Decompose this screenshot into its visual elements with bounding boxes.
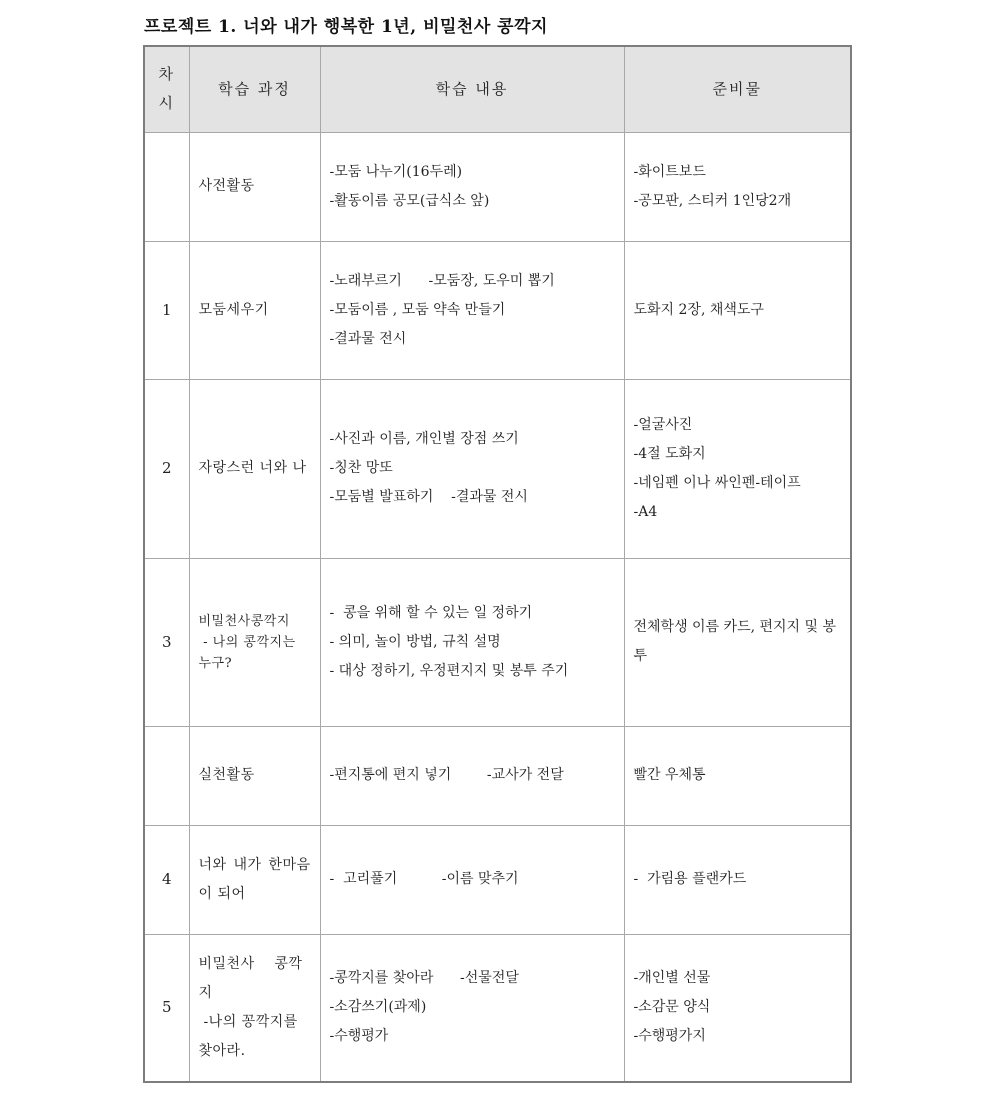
table-row bbox=[144, 934, 851, 1082]
step-line: 비밀천사 콩깍 bbox=[198, 955, 303, 972]
learning-content bbox=[320, 825, 624, 934]
content-line: -노래부르기 -모둠장, 도우미 뽑기 bbox=[329, 272, 555, 289]
table-row bbox=[144, 241, 851, 379]
header-materials: 준비물 bbox=[624, 46, 851, 132]
content-line: -수행평가 bbox=[329, 1028, 389, 1045]
learning-step: 자랑스런 너와 나 bbox=[189, 379, 320, 558]
step-line: 비밀천사콩깍지 bbox=[198, 613, 290, 629]
step-line: -나의 꽁깍지를 bbox=[198, 1013, 298, 1030]
content-line: - 의미, 놀이 방법, 규칙 설명 bbox=[329, 633, 501, 650]
table-row bbox=[144, 379, 851, 558]
material-line: -공모판, 스티커 1인당2개 bbox=[633, 192, 792, 209]
material-line: 전체학생 이름 카드, 편지지 및 봉투 bbox=[633, 619, 837, 664]
material-line: -화이트보드 bbox=[633, 163, 706, 180]
learning-step: 모둠세우기 bbox=[189, 241, 320, 379]
header-learning-step: 학습 과정 bbox=[189, 46, 320, 132]
content-line: -결과물 전시 bbox=[329, 330, 407, 347]
materials bbox=[624, 379, 851, 558]
step-line: - 나의 콩깍지는 bbox=[198, 634, 296, 650]
learning-step: 실천활동 bbox=[189, 726, 320, 825]
learning-content bbox=[320, 934, 624, 1082]
learning-content bbox=[320, 241, 624, 379]
step-line: 찾아라. bbox=[198, 1042, 246, 1059]
header-session-line1: 차 bbox=[158, 65, 175, 84]
material-line: -소감문 양식 bbox=[633, 999, 711, 1016]
content-line: -칭찬 망또 bbox=[329, 460, 393, 476]
material-line: -4절 도화지 bbox=[633, 445, 706, 462]
content-line: -소감쓰기(과제) bbox=[329, 999, 427, 1016]
session-number bbox=[144, 132, 189, 241]
step-line: 누구? bbox=[198, 655, 233, 671]
learning-content bbox=[320, 132, 624, 241]
materials bbox=[624, 726, 851, 825]
content-line: - 고리풀기 -이름 맞추기 bbox=[329, 871, 519, 887]
material-line: - 가림용 플랜카드 bbox=[633, 871, 747, 887]
material-line: -A4 bbox=[633, 503, 658, 520]
material-line: 도화지 2장, 채색도구 bbox=[633, 301, 764, 318]
table-row bbox=[144, 726, 851, 825]
content-line: -사진과 이름, 개인별 장점 쓰기 bbox=[329, 431, 519, 447]
session-number: 2 bbox=[144, 379, 189, 558]
header-session bbox=[144, 46, 189, 132]
table-row bbox=[144, 825, 851, 934]
content-line: -모둠별 발표하기 -결과물 전시 bbox=[329, 489, 528, 505]
materials bbox=[624, 934, 851, 1082]
session-number: 4 bbox=[144, 825, 189, 934]
material-line: -네임펜 이나 싸인펜-테이프 bbox=[633, 474, 801, 491]
materials bbox=[624, 825, 851, 934]
content-line: -활동이름 공모(급식소 앞) bbox=[329, 192, 490, 209]
lesson-plan-table bbox=[143, 45, 852, 1083]
materials bbox=[624, 241, 851, 379]
header-learning-content: 학습 내용 bbox=[320, 46, 624, 132]
material-line: 빨간 우체통 bbox=[633, 767, 706, 783]
learning-step: 너와 내가 한마음이 되어 bbox=[189, 825, 320, 934]
content-line: - 콩을 위해 할 수 있는 일 정하기 bbox=[329, 604, 533, 621]
content-line: - 대상 정하기, 우정편지지 및 봉투 주기 bbox=[329, 662, 569, 679]
material-line: -수행평가지 bbox=[633, 1028, 706, 1045]
learning-content bbox=[320, 558, 624, 726]
header-session-line2: 시 bbox=[158, 94, 175, 113]
learning-step: 사전활동 bbox=[189, 132, 320, 241]
session-number: 5 bbox=[144, 934, 189, 1082]
learning-step bbox=[189, 558, 320, 726]
content-line: -편지통에 편지 넣기 -교사가 전달 bbox=[329, 767, 564, 783]
material-line: -개인별 선물 bbox=[633, 970, 711, 987]
materials bbox=[624, 558, 851, 726]
content-line: -모둠이름 , 모둠 약속 만들기 bbox=[329, 301, 506, 318]
learning-step bbox=[189, 934, 320, 1082]
table-row bbox=[144, 132, 851, 241]
table-header-row bbox=[144, 46, 851, 132]
session-number: 3 bbox=[144, 558, 189, 726]
document-title: 프로젝트 1. 너와 내가 행복한 1년, 비밀천사 콩깍지 bbox=[144, 17, 548, 37]
material-line: -얼굴사진 bbox=[633, 416, 693, 433]
content-line: -모둠 나누기(16두레) bbox=[329, 163, 463, 180]
session-number: 1 bbox=[144, 241, 189, 379]
learning-content bbox=[320, 726, 624, 825]
learning-content bbox=[320, 379, 624, 558]
content-line: -콩깍지를 찾아라 -선물전달 bbox=[329, 970, 519, 987]
table-row bbox=[144, 558, 851, 726]
step-line: 지 bbox=[198, 984, 213, 1001]
session-number bbox=[144, 726, 189, 825]
materials bbox=[624, 132, 851, 241]
